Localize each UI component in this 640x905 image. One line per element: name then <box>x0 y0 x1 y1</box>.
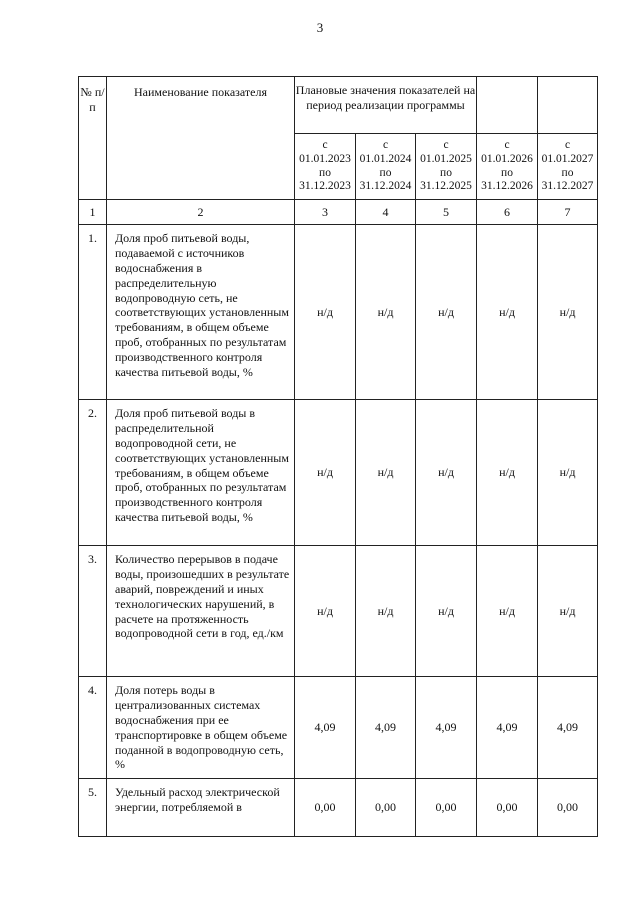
table-row <box>79 677 598 779</box>
header-period-2027: с 01.01.2027 по 31.12.2027 <box>538 134 598 200</box>
plan-value: 0,00 <box>538 779 598 837</box>
row-number: 5. <box>79 779 107 837</box>
plan-value: н/д <box>295 400 356 546</box>
table-row <box>79 225 598 400</box>
indicator-name: Доля проб питьевой воды в распределительной водопроводной сети, не соответствующих установленным требованиям, в общем объеме проб, отобранных по результатам производственного контроля качества питьевой воды, % <box>107 400 295 546</box>
column-index: 2 <box>107 200 295 225</box>
plan-value: 4,09 <box>538 677 598 779</box>
table-row <box>79 779 598 837</box>
page-number: 3 <box>316 20 324 35</box>
table-row <box>79 400 598 546</box>
row-number: 1. <box>79 225 107 400</box>
plan-value: 4,09 <box>416 677 477 779</box>
plan-value: 4,09 <box>356 677 416 779</box>
plan-value: 0,00 <box>416 779 477 837</box>
plan-value: н/д <box>477 546 538 677</box>
header-name: Наименование показателя <box>107 77 295 200</box>
indicator-name: Доля проб питьевой воды, подаваемой с источников водоснабжения в распределительную водопроводную сеть, не соответствующих установленным требованиям, в общем объеме проб, отобранных по результатам производственного контроля качества питьевой воды, % <box>107 225 295 400</box>
header-empty-cell <box>538 77 598 134</box>
table-row <box>79 546 598 677</box>
column-index: 1 <box>79 200 107 225</box>
plan-value: н/д <box>538 400 598 546</box>
row-number: 2. <box>79 400 107 546</box>
plan-value: н/д <box>477 400 538 546</box>
header-empty-cell <box>477 77 538 134</box>
column-index-row <box>79 200 598 225</box>
column-index: 3 <box>295 200 356 225</box>
plan-value: н/д <box>416 400 477 546</box>
row-number: 4. <box>79 677 107 779</box>
header-period-2024: с 01.01.2024 по 31.12.2024 <box>356 134 416 200</box>
plan-value: 4,09 <box>295 677 356 779</box>
header-plan: Плановые значения показателей на период реализации программы <box>295 77 477 134</box>
plan-value: н/д <box>477 225 538 400</box>
indicators-table <box>78 76 598 837</box>
column-index: 5 <box>416 200 477 225</box>
plan-value: н/д <box>295 225 356 400</box>
column-index: 6 <box>477 200 538 225</box>
plan-value: н/д <box>538 546 598 677</box>
plan-value: н/д <box>356 400 416 546</box>
plan-value: н/д <box>356 546 416 677</box>
plan-value: 0,00 <box>356 779 416 837</box>
header-period-2023: с 01.01.2023 по 31.12.2023 <box>295 134 356 200</box>
plan-value: н/д <box>356 225 416 400</box>
plan-value: н/д <box>295 546 356 677</box>
indicator-name: Количество перерывов в подаче воды, произошедших в результате аварий, повреждений и иных технологических нарушений, в расчете на протяженность водопроводной сети в год, ед./км <box>107 546 295 677</box>
plan-value: 4,09 <box>477 677 538 779</box>
header-period-2026: с 01.01.2026 по 31.12.2026 <box>477 134 538 200</box>
header-num: № п/п <box>79 77 107 200</box>
plan-value: 0,00 <box>295 779 356 837</box>
indicator-name: Удельный расход электрической энергии, потребляемой в <box>107 779 295 837</box>
indicator-name: Доля потерь воды в централизованных системах водоснабжения при ее транспортировке в общем объеме поданной в водопроводную сеть, % <box>107 677 295 779</box>
row-number: 3. <box>79 546 107 677</box>
plan-value: н/д <box>416 546 477 677</box>
header-period-2025: с 01.01.2025 по 31.12.2025 <box>416 134 477 200</box>
column-index: 4 <box>356 200 416 225</box>
plan-value: н/д <box>538 225 598 400</box>
column-index: 7 <box>538 200 598 225</box>
plan-value: н/д <box>416 225 477 400</box>
plan-value: 0,00 <box>477 779 538 837</box>
